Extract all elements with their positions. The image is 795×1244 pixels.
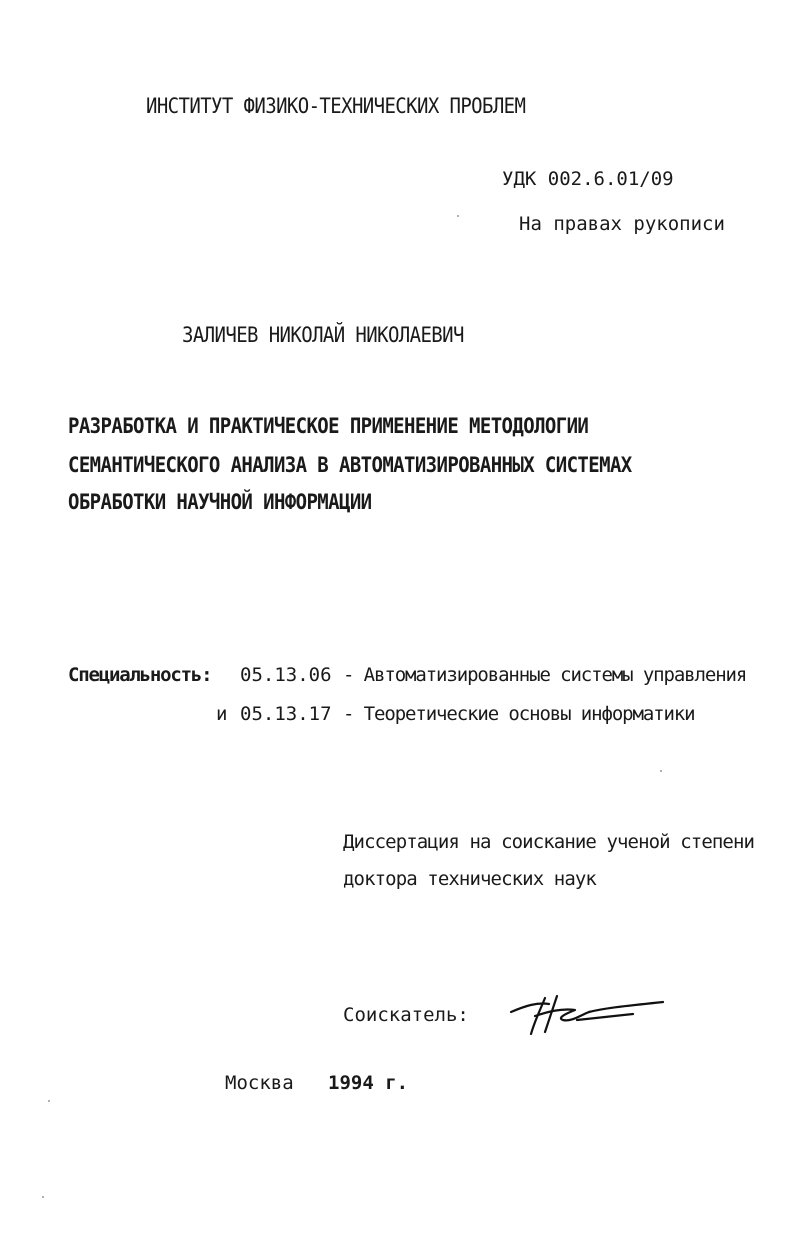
manuscript-rights: На правах рукописи [519,213,725,235]
scan-speck [42,1196,44,1198]
scan-speck [457,215,459,217]
scan-speck [48,1100,50,1102]
degree-line-2: доктора технических наук [343,868,596,890]
title-line-2: СЕМАНТИЧЕСКОГО АНАЛИЗА В АВТОМАТИЗИРОВАННЫХ СИСТЕМАХ [68,453,632,478]
specialty-name-2: - Теоретические основы информатики [343,703,695,725]
specialty-name-1: - Автоматизированные системы управления [343,664,747,686]
author-name: ЗАЛИЧЕВ НИКОЛАЙ НИКОЛАЕВИЧ [182,323,464,348]
scan-speck [660,770,662,772]
degree-line-1: Диссертация на соискание ученой степени [343,831,755,853]
signature [505,990,670,1040]
title-line-1: РАЗРАБОТКА И ПРАКТИЧЕСКОЕ ПРИМЕНЕНИЕ МЕТОДОЛОГИИ [68,414,589,439]
specialty-label: Специальность: [68,664,212,686]
title-line-3: ОБРАБОТКИ НАУЧНОЙ ИНФОРМАЦИИ [68,490,372,515]
specialty-conjunction: и [216,703,228,725]
applicant-label: Соискатель: [343,1004,469,1026]
institute-name: ИНСТИТУТ ФИЗИКО-ТЕХНИЧЕСКИХ ПРОБЛЕМ [146,94,526,119]
specialty-code-2: 05.13.17 [240,703,332,725]
specialty-code-1: 05.13.06 [240,664,332,686]
year: 1994 г. [328,1072,409,1094]
udk-code: УДК 002.6.01/09 [502,168,674,190]
city: Москва [225,1072,294,1094]
